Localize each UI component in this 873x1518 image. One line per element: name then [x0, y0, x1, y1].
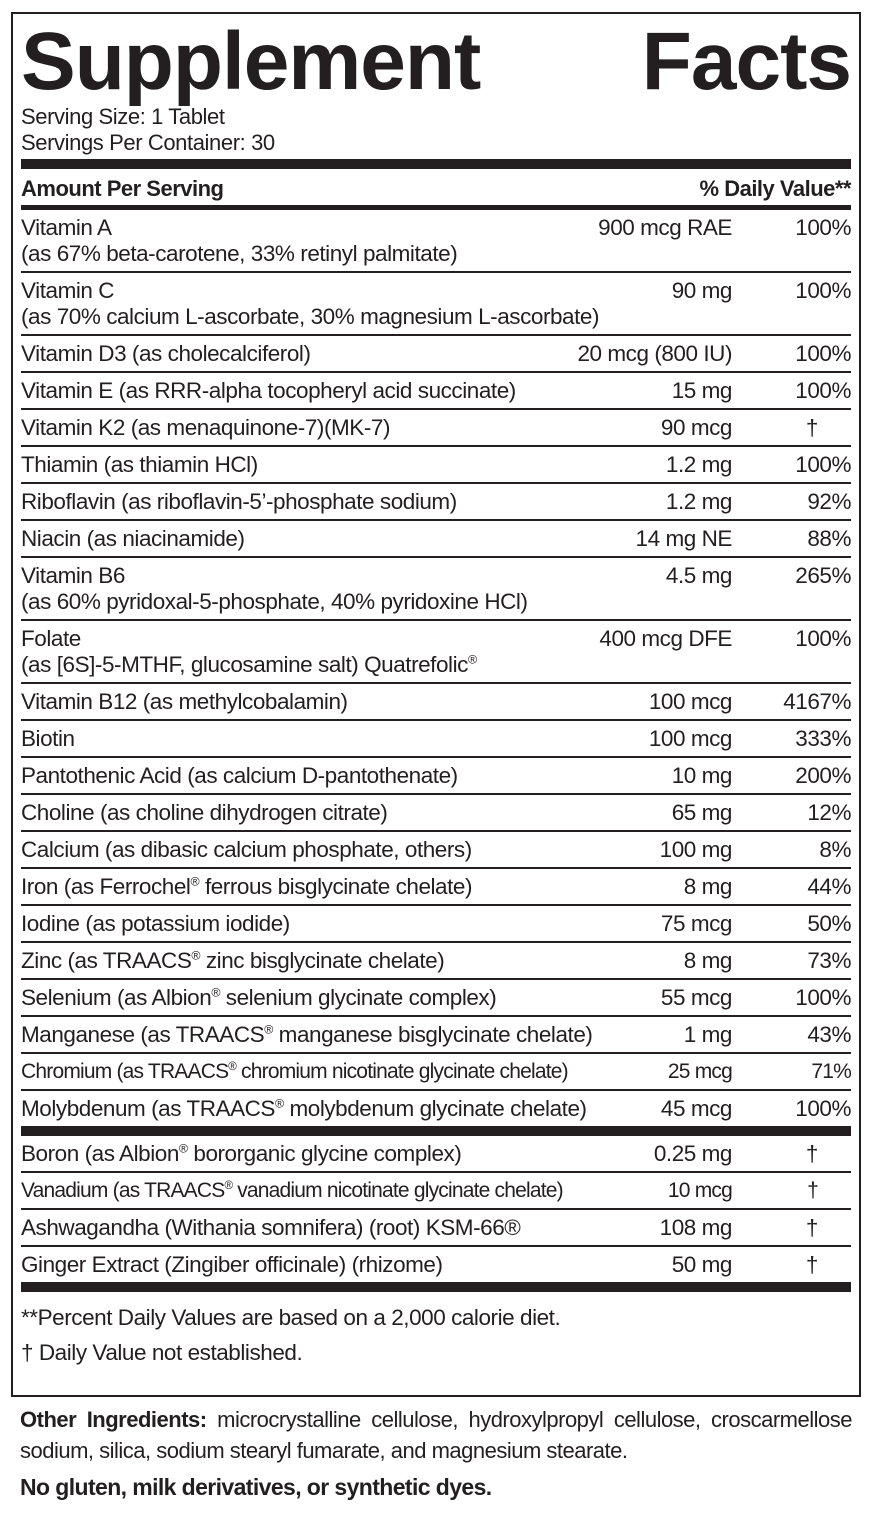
footnote-dagger: † Daily Value not established. [21, 1340, 303, 1365]
nutrient-name-text: Vitamin E (as RRR-alpha tocopheryl acid succinate) [21, 378, 516, 403]
other-ingredients [20, 1404, 852, 1466]
nutrient-name-text: Manganese (as TRAACS® manganese bisglycinate chelate) [21, 1022, 593, 1047]
daily-value-percent: 100% [795, 985, 851, 1010]
nutrient-amount: 50 mg [671, 1252, 732, 1277]
daily-value-percent: 50% [807, 911, 851, 936]
nutrient-name [21, 626, 599, 678]
nutrient-name-text: Vitamin B12 (as methylcobalamin) [21, 689, 348, 714]
nutrient-row [21, 980, 851, 1017]
nutrient-row [21, 943, 851, 980]
nutrient-name [21, 452, 666, 478]
daily-value-percent: † [807, 1179, 818, 1202]
daily-value-percent: 100% [795, 215, 851, 240]
nutrient-name-text: Vitamin B6 [21, 563, 125, 588]
nutrient-amount: 8 mg [683, 874, 732, 899]
nutrient-name-text: Pantothenic Acid (as calcium D-pantothenate) [21, 763, 458, 788]
other-ingredients-list [21, 1136, 851, 1282]
registered-mark: ® [264, 1022, 273, 1037]
nutrient-amount: 14 mg NE [635, 526, 732, 551]
footnotes [21, 1292, 851, 1370]
nutrient-name [21, 1141, 654, 1167]
nutrient-name-text: Riboflavin (as riboflavin-5’-phosphate sodium) [21, 489, 457, 514]
daily-value-percent: 88% [807, 526, 851, 551]
daily-value-percent: 43% [807, 1022, 851, 1047]
nutrient-row [21, 721, 851, 758]
nutrient-name [21, 1022, 684, 1048]
daily-value-percent: 100% [795, 278, 851, 303]
nutrient-amount: 10 mcg [667, 1179, 732, 1202]
nutrient-name [21, 689, 649, 715]
daily-value-percent: 265% [795, 563, 851, 588]
registered-mark: ® [228, 1060, 237, 1073]
nutrient-name-text: Folate [21, 626, 81, 651]
divider-thick [21, 1282, 851, 1292]
nutrient-source: (as 67% beta-carotene, 33% retinyl palmitate) [21, 241, 458, 266]
nutrient-amount: 4.5 mg [665, 563, 732, 588]
nutrient-name [21, 1059, 668, 1085]
daily-value-percent: 44% [807, 874, 851, 899]
nutrient-amount: 90 mcg [660, 415, 732, 440]
nutrient-name [21, 1215, 660, 1241]
nutrient-name [21, 874, 684, 900]
nutrient-row [21, 1017, 851, 1054]
table-header [21, 169, 851, 205]
nutrient-amount: 900 mcg RAE [598, 215, 732, 240]
nutrient-row [21, 558, 851, 621]
nutrient-row [21, 684, 851, 721]
daily-value-percent: 71% [811, 1060, 851, 1083]
nutrient-name-text: Iron (as Ferrochel® ferrous bisglycinate chelate) [21, 874, 473, 899]
nutrient-row [21, 795, 851, 832]
nutrient-name-text: Vanadium (as TRAACS® vanadium nicotinate glycinate chelate) [21, 1179, 563, 1202]
nutrient-name [21, 763, 672, 789]
nutrient-name [21, 800, 672, 826]
nutrient-amount: 1 mg [683, 1022, 732, 1047]
nutrient-row [21, 336, 851, 373]
daily-value-percent: 8% [819, 837, 851, 862]
nutrient-row [21, 1210, 851, 1247]
nutrient-name-text: Ashwagandha (Withania somnifera) (root) KSM-66® [21, 1215, 521, 1240]
title-word-2: Facts [641, 16, 851, 107]
nutrient-name-text: Calcium (as dibasic calcium phosphate, others) [21, 837, 472, 862]
panel-title [21, 16, 851, 107]
nutrient-row [21, 521, 851, 558]
nutrient-amount: 1.2 mg [665, 489, 732, 514]
nutrient-name-text: Chromium (as TRAACS® chromium nicotinate glycinate chelate) [21, 1060, 568, 1083]
registered-mark: ® [211, 985, 220, 1000]
nutrient-row [21, 621, 851, 684]
nutrient-name-text: Choline (as choline dihydrogen citrate) [21, 800, 388, 825]
nutrient-amount: 10 mg [671, 763, 732, 788]
nutrient-name [21, 1178, 668, 1204]
registered-mark: ® [191, 948, 201, 963]
daily-value-percent: 100% [795, 341, 851, 366]
nutrient-name [21, 1096, 661, 1122]
nutrient-name [21, 378, 672, 404]
daily-value-percent: 100% [795, 626, 851, 651]
nutrient-name-text: Ginger Extract (Zingiber officinale) (rhizome) [21, 1252, 443, 1277]
nutrient-name-text: Selenium (as Albion® selenium glycinate complex) [21, 985, 497, 1010]
nutrient-name-text: Boron (as Albion® bororganic glycine complex) [21, 1141, 462, 1166]
nutrient-name-text: Niacin (as niacinamide) [21, 526, 245, 551]
nutrient-amount: 100 mg [659, 837, 732, 862]
nutrient-row [21, 273, 851, 336]
nutrient-row [21, 1091, 851, 1126]
serving-size: Serving Size: 1 Tablet [21, 104, 225, 129]
nutrient-amount: 45 mcg [660, 1096, 732, 1121]
nutrient-name [21, 911, 661, 937]
nutrient-name [21, 563, 666, 615]
nutrient-name [21, 215, 598, 267]
nutrient-source: (as 60% pyridoxal-5-phosphate, 40% pyridoxine HCl) [21, 589, 528, 614]
nutrient-name [21, 985, 661, 1011]
nutrient-amount: 65 mg [671, 800, 732, 825]
nutrient-amount: 25 mcg [667, 1060, 732, 1083]
nutrient-amount: 55 mcg [660, 985, 732, 1010]
nutrient-name [21, 948, 684, 974]
nutrient-row [21, 1054, 851, 1091]
nutrient-row [21, 869, 851, 906]
nutrient-row [21, 410, 851, 447]
nutrient-amount: 75 mcg [660, 911, 732, 936]
nutrient-name-text: Molybdenum (as TRAACS® molybdenum glycinate chelate) [21, 1096, 587, 1121]
nutrient-row [21, 1247, 851, 1282]
nutrient-amount: 8 mg [683, 948, 732, 973]
nutrient-amount: 108 mg [659, 1215, 732, 1240]
nutrient-row [21, 373, 851, 410]
amount-per-serving-label: Amount Per Serving [21, 176, 224, 201]
nutrient-row [21, 832, 851, 869]
nutrient-row [21, 1173, 851, 1210]
nutrient-name [21, 415, 661, 441]
divider-thick [21, 1126, 851, 1136]
other-ingredients-text: microcrystalline cellulose, hydroxylpropyl cellulose, croscarmellose sodium, silica, sodium stearyl fumarate, and magnesium stearate. [20, 1407, 852, 1463]
daily-value-percent: 4167% [783, 689, 851, 714]
nutrient-row [21, 906, 851, 943]
daily-value-percent: † [805, 1141, 818, 1166]
nutrient-source: (as 70% calcium L-ascorbate, 30% magnesium L-ascorbate) [21, 304, 600, 329]
daily-value-percent: † [805, 1215, 818, 1240]
servings-per-container: Servings Per Container: 30 [21, 130, 275, 155]
daily-value-percent: 100% [795, 1096, 851, 1121]
daily-value-percent: 333% [795, 726, 851, 751]
registered-mark: ® [467, 652, 477, 667]
nutrient-list [21, 210, 851, 1126]
nutrient-name-text: Vitamin K2 (as menaquinone-7)(MK-7) [21, 415, 391, 440]
daily-value-percent: 100% [795, 378, 851, 403]
registered-mark: ® [224, 1179, 233, 1192]
nutrient-row [21, 758, 851, 795]
registered-mark: ® [178, 1141, 188, 1156]
registered-mark: ® [190, 874, 200, 889]
nutrient-amount: 1.2 mg [665, 452, 732, 477]
daily-value-percent: 92% [807, 489, 851, 514]
nutrient-amount: 20 mcg (800 IU) [577, 341, 732, 366]
nutrient-name-text: Zinc (as TRAACS® zinc bisglycinate chelate) [21, 948, 445, 973]
nutrient-name-text: Vitamin C [21, 278, 115, 303]
registered-mark: ® [274, 1096, 284, 1111]
divider-thick [21, 159, 851, 169]
nutrient-row [21, 447, 851, 484]
daily-value-label: % Daily Value** [699, 176, 851, 201]
nutrient-amount: 15 mg [671, 378, 732, 403]
nutrient-row [21, 210, 851, 273]
nutrient-name-text: Biotin [21, 726, 75, 751]
nutrient-row [21, 484, 851, 521]
nutrient-name [21, 278, 672, 330]
nutrient-name [21, 1252, 672, 1278]
daily-value-percent: 73% [807, 948, 851, 973]
nutrient-name [21, 726, 649, 752]
daily-value-percent: † [805, 1252, 818, 1277]
nutrient-amount: 0.25 mg [653, 1141, 732, 1166]
nutrient-name-text: Thiamin (as thiamin HCl) [21, 452, 258, 477]
supplement-facts-panel [11, 12, 861, 1397]
nutrient-amount: 100 mcg [648, 726, 732, 751]
allergen-disclaimer: No gluten, milk derivatives, or synthetic dyes. [20, 1474, 492, 1500]
footnote-daily-values: **Percent Daily Values are based on a 2,000 calorie diet. [21, 1305, 561, 1330]
daily-value-percent: 200% [795, 763, 851, 788]
nutrient-name [21, 341, 577, 367]
daily-value-percent: 100% [795, 452, 851, 477]
nutrient-amount: 400 mcg DFE [599, 626, 732, 651]
daily-value-percent: 12% [807, 800, 851, 825]
nutrient-name-text: Vitamin A [21, 215, 112, 240]
nutrient-name [21, 526, 636, 552]
nutrient-name [21, 489, 666, 515]
other-ingredients-label: Other Ingredients: [20, 1407, 207, 1432]
nutrient-amount: 90 mg [671, 278, 732, 303]
daily-value-percent: † [805, 415, 818, 440]
nutrient-source: (as [6S]-5-MTHF, glucosamine salt) Quatrefolic® [21, 652, 477, 677]
title-word-1: Supplement [21, 16, 481, 107]
nutrient-amount: 100 mcg [648, 689, 732, 714]
nutrient-name [21, 837, 660, 863]
nutrient-row [21, 1136, 851, 1173]
nutrient-name-text: Vitamin D3 (as cholecalciferol) [21, 341, 311, 366]
nutrient-name-text: Iodine (as potassium iodide) [21, 911, 290, 936]
